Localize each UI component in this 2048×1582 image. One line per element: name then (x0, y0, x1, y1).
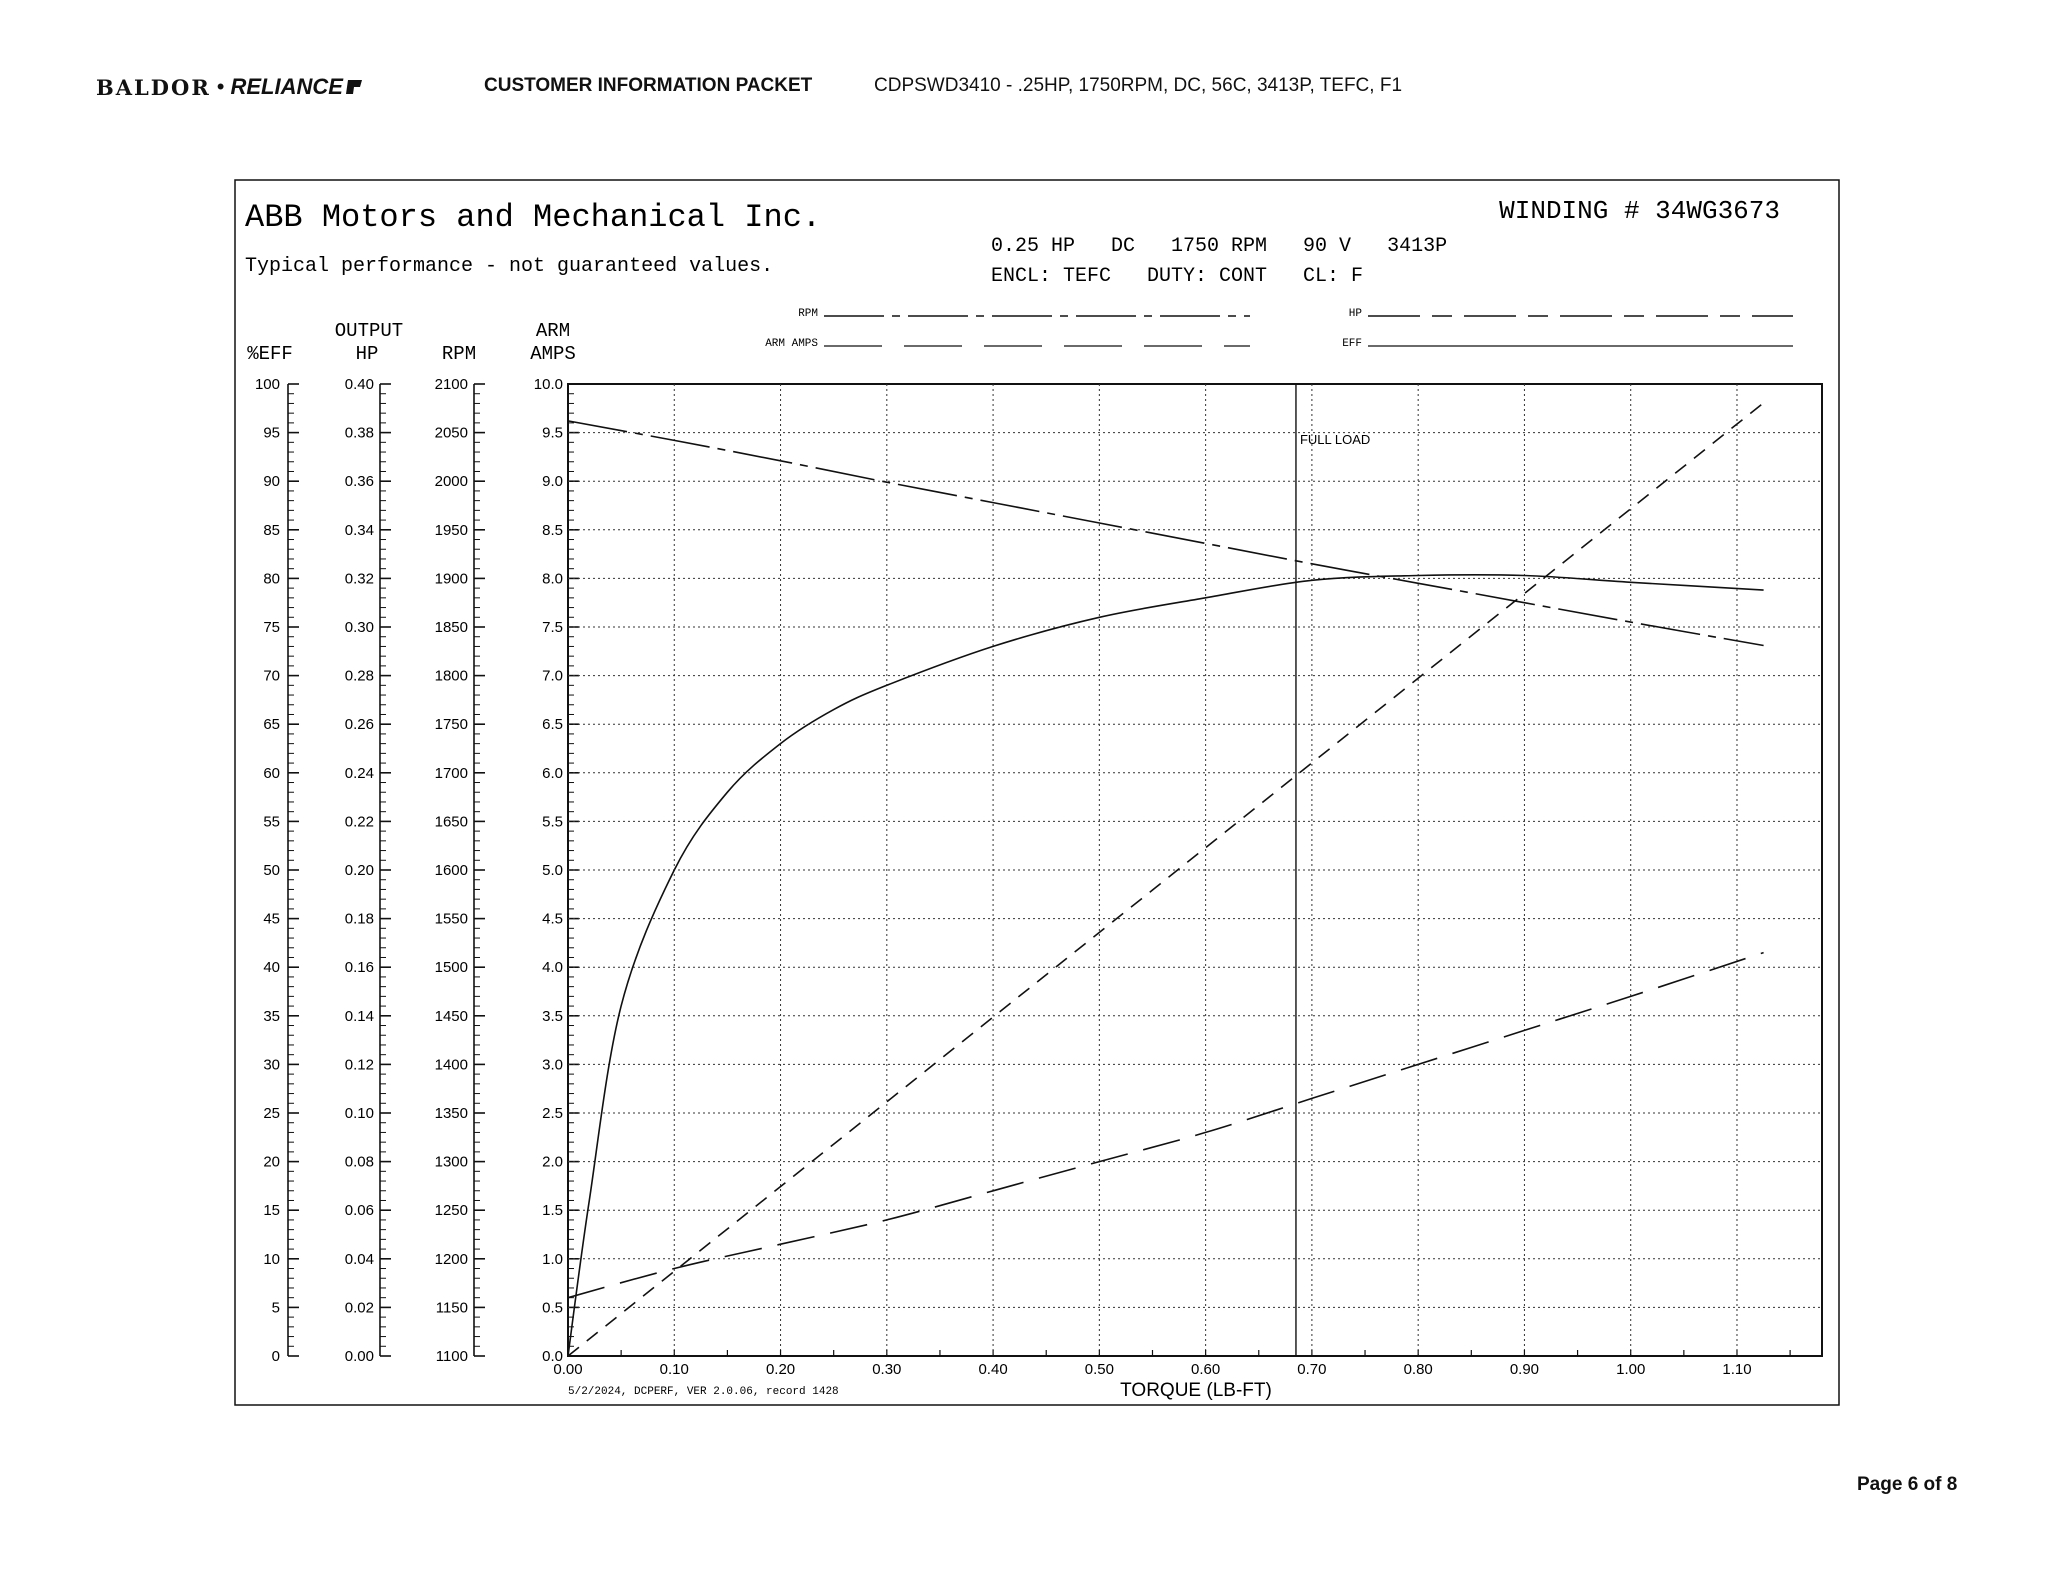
y-tick-label: 0.32 (344, 570, 374, 588)
y-tick-label: 50 (263, 862, 280, 879)
y-tick-label: 1900 (434, 570, 468, 588)
y-tick-label: 0.26 (344, 716, 374, 734)
y-axis-hp (335, 320, 403, 1365)
chart-legend (765, 308, 1793, 350)
y-tick-label: 40 (263, 959, 280, 977)
y-tick-label: 2.5 (542, 1105, 563, 1122)
y-tick-label: 95 (263, 424, 280, 442)
y-tick-label: 70 (263, 667, 280, 685)
y-tick-label: 8.0 (542, 570, 563, 588)
y-tick-label: 35 (263, 1007, 280, 1025)
spec-line-1: 0.25 HP DC 1750 RPM 90 V 3413P (991, 235, 1448, 258)
x-tick-label: 0.60 (1191, 1361, 1221, 1378)
y-tick-label: 0.36 (344, 473, 374, 491)
x-tick-label: 0.40 (978, 1361, 1008, 1378)
chart-company: ABB Motors and Mechanical Inc. (245, 199, 822, 236)
y-tick-label: 1250 (434, 1202, 468, 1220)
legend-label-rpm: RPM (798, 308, 818, 320)
y-tick-label: 7.5 (542, 619, 563, 636)
full-load-label: FULL LOAD (1299, 432, 1371, 447)
y-axis-header: OUTPUT (334, 320, 404, 342)
y-tick-label: 1400 (434, 1056, 468, 1074)
y-tick-label: 1200 (434, 1250, 468, 1268)
y-tick-label: 1500 (434, 959, 468, 977)
series-line-eff (568, 575, 1764, 1356)
x-tick-label: 0.30 (872, 1361, 902, 1378)
y-tick-label: 10.0 (533, 376, 563, 393)
y-tick-label: 2000 (434, 473, 468, 491)
y-tick-label: 0.20 (344, 862, 374, 879)
y-tick-label: 0.00 (344, 1348, 374, 1365)
y-axis-header: AMPS (530, 343, 576, 365)
series-line-arm-amps (568, 953, 1764, 1298)
y-tick-label: 60 (263, 764, 280, 782)
brand-name-baldor: BALDOR (96, 74, 211, 100)
y-tick-label: 6.5 (542, 716, 563, 734)
y-tick-label: 0.16 (344, 959, 374, 977)
y-tick-label: 75 (263, 619, 280, 636)
y-tick-label: 30 (263, 1056, 280, 1074)
y-tick-label: 0.40 (344, 376, 374, 393)
model-description: CDPSWD3410 - .25HP, 1750RPM, DC, 56C, 3413P, TEFC, F1 (874, 75, 1403, 96)
y-tick-label: 55 (263, 813, 280, 831)
x-tick-label: 0.10 (659, 1361, 689, 1378)
y-tick-label: 1350 (434, 1105, 468, 1122)
y-tick-label: 0.08 (344, 1153, 374, 1171)
packet-title: CUSTOMER INFORMATION PACKET (484, 75, 813, 96)
plot-area (553, 384, 1822, 1378)
x-tick-label: 0.90 (1509, 1361, 1540, 1378)
y-tick-label: 20 (263, 1153, 280, 1171)
y-tick-label: 0.06 (344, 1202, 374, 1220)
y-tick-label: 4.0 (542, 959, 563, 977)
y-tick-label: 0.12 (344, 1056, 374, 1074)
y-tick-label: 65 (263, 716, 280, 734)
y-tick-label: 5.5 (542, 813, 563, 831)
y-axis-eff (247, 343, 299, 1365)
y-axis-header: RPM (441, 343, 477, 365)
y-tick-label: 1850 (434, 619, 468, 636)
chart-footnote: 5/2/2024, DCPERF, VER 2.0.06, record 1428 (568, 1386, 839, 1398)
y-tick-label: 9.0 (542, 473, 563, 491)
y-tick-label: 0.22 (344, 813, 374, 831)
series-line-hp (568, 399, 1769, 1356)
x-tick-label: 0.20 (765, 1361, 796, 1378)
y-tick-label: 0.02 (344, 1299, 374, 1317)
y-tick-label: 0.28 (344, 667, 374, 685)
y-tick-label: 0.18 (344, 910, 374, 928)
y-tick-label: 0.04 (344, 1250, 374, 1268)
y-tick-label: 0.5 (542, 1299, 563, 1317)
y-tick-label: 5 (271, 1299, 280, 1317)
y-tick-label: 5.0 (542, 862, 563, 879)
y-axis-header: %EFF (247, 343, 293, 365)
y-tick-label: 1700 (434, 764, 468, 782)
x-tick-label: 0.70 (1297, 1361, 1327, 1378)
x-axis-label: TORQUE (LB-FT) (1120, 1380, 1272, 1401)
y-tick-label: 0.0 (542, 1348, 563, 1365)
y-tick-label: 1650 (434, 813, 468, 831)
y-tick-label: 0.34 (344, 521, 374, 539)
y-tick-label: 1600 (434, 862, 468, 879)
y-tick-label: 0.10 (344, 1105, 374, 1122)
y-axis-rpm (435, 343, 485, 1365)
y-tick-label: 0.14 (344, 1007, 374, 1025)
chart-subtitle: Typical performance - not guaranteed values. (245, 255, 774, 278)
y-tick-label: 3.0 (542, 1056, 563, 1074)
y-axes (247, 320, 579, 1365)
x-tick-label: 0.00 (553, 1361, 583, 1378)
y-tick-label: 1150 (435, 1299, 468, 1317)
y-tick-label: 2050 (434, 424, 468, 442)
y-axis-header: HP (355, 343, 379, 365)
legend-label-eff: EFF (1342, 338, 1362, 350)
y-tick-label: 7.0 (542, 667, 563, 685)
legend-label-arm-amps: ARM AMPS (765, 338, 818, 350)
x-tick-label: 0.80 (1403, 1361, 1433, 1378)
y-tick-label: 1750 (434, 716, 468, 734)
page-number: Page 6 of 8 (1857, 1474, 1958, 1495)
y-tick-label: 9.5 (542, 424, 563, 442)
y-tick-label: 1550 (434, 910, 468, 928)
y-tick-label: 90 (263, 473, 280, 491)
brand-name-reliance: RELIANCE (230, 74, 343, 99)
x-tick-label: 1.10 (1722, 1361, 1752, 1378)
y-tick-label: 1950 (434, 521, 468, 539)
y-tick-label: 1800 (434, 667, 468, 685)
y-tick-label: 1450 (434, 1007, 468, 1025)
y-tick-label: 3.5 (542, 1007, 563, 1025)
y-tick-label: 100 (254, 376, 280, 393)
y-axis-header: ARM (535, 320, 571, 342)
y-tick-label: 1.5 (542, 1202, 563, 1220)
brand-separator: • (216, 74, 225, 99)
y-tick-label: 0.24 (344, 764, 374, 782)
y-tick-label: 10 (263, 1250, 280, 1268)
y-tick-label: 85 (263, 521, 280, 539)
series-line-rpm (568, 421, 1764, 646)
y-tick-label: 4.5 (542, 910, 563, 928)
y-tick-label: 80 (263, 570, 280, 588)
spec-line-2: ENCL: TEFC DUTY: CONT CL: F (991, 265, 1364, 288)
y-tick-label: 2.0 (542, 1153, 563, 1171)
y-tick-label: 8.5 (542, 521, 563, 539)
x-tick-label: 0.50 (1084, 1361, 1114, 1378)
y-tick-label: 2100 (434, 376, 468, 393)
y-tick-label: 1.0 (542, 1250, 563, 1268)
y-tick-label: 0 (271, 1348, 280, 1365)
x-tick-label: 1.00 (1616, 1361, 1646, 1378)
y-tick-label: 0.30 (344, 619, 374, 636)
y-axis-amps (530, 320, 579, 1365)
winding-number: WINDING # 34WG3673 (1499, 196, 1780, 226)
y-tick-label: 1100 (435, 1348, 468, 1365)
legend-label-hp: HP (1348, 308, 1362, 320)
y-tick-label: 0.38 (344, 424, 374, 442)
y-tick-label: 25 (263, 1105, 280, 1122)
y-tick-label: 45 (263, 910, 280, 928)
y-tick-label: 15 (263, 1202, 280, 1220)
y-tick-label: 1300 (434, 1153, 468, 1171)
y-tick-label: 6.0 (542, 764, 563, 782)
